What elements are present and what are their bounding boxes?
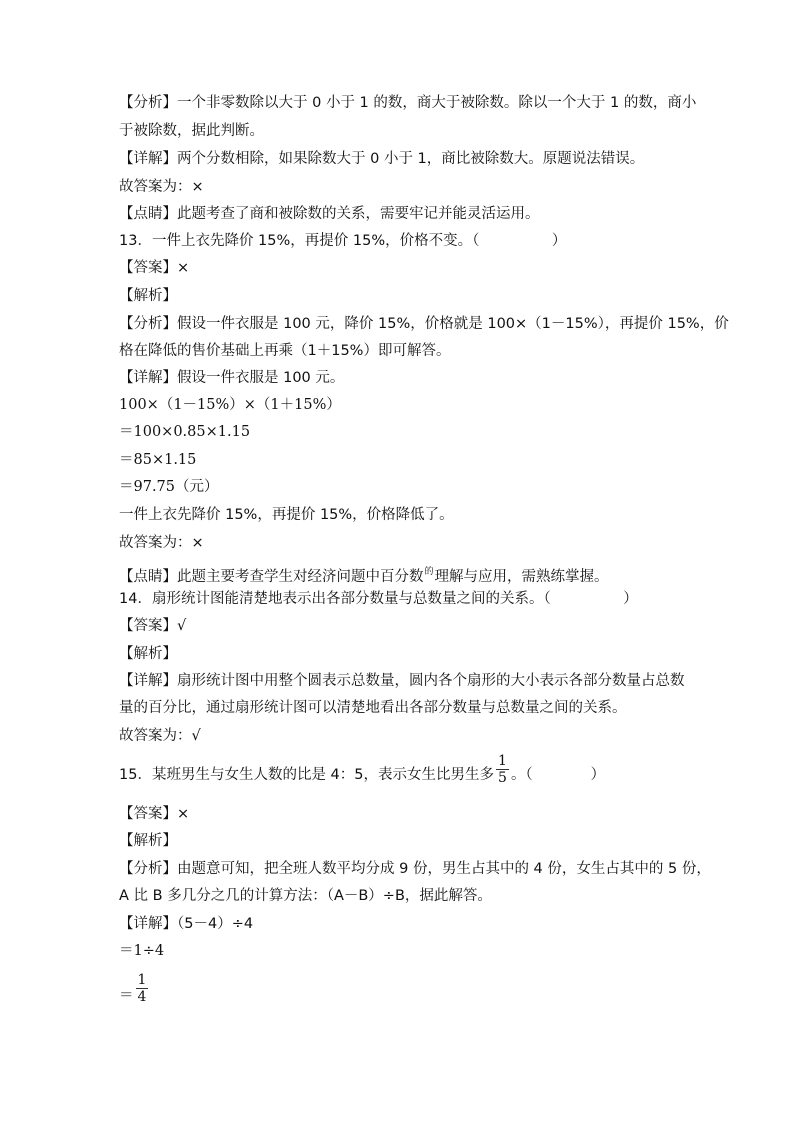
question-15: 15．某班男生与女生人数的比是 4：5，表示女生比男生多 $\frac{1}{5}$ 。（ ） [119,752,606,786]
text-line: ＝1÷4 [119,943,165,959]
text-line: 格在降低的售价基础上再乘（1＋15%）即可解答。 [119,343,451,359]
text-line: 【点睛】此题考查了商和被除数的关系，需要牢记并能灵活运用。 [119,206,540,222]
question-14: 14．扇形统计图能清楚地表示出各部分数量与总数量之间的关系。（ ） [119,591,638,607]
text-line: 【详解】假设一件衣服是 100 元。 [119,370,345,386]
text-line: 量的百分比，通过扇形统计图可以清楚地看出各部分数量与总数量之间的关系。 [119,700,627,716]
text-line: 一件上衣先降价 15%，再提价 15%，价格降低了。 [119,507,454,523]
text-line: 【详解】两个分数相除，如果除数大于 0 小于 1，商比被除数大。原题说法错误。 [119,151,645,167]
text-line: 100×（1－15%）×（1＋15%） [119,397,341,413]
text-line: 故答案为：√ [119,728,201,744]
superscript-mark: 的 [424,567,434,577]
text-line: ＝97.75（元） [119,479,219,495]
text-line: ＝100×0.85×1.15 [119,424,251,440]
fraction: $\frac{1}{4}$ [137,971,147,1005]
text-line: 【分析】一个非零数除以大于 0 小于 1 的数，商大于被除数。除以一个大于 1 的数，商小 [119,95,697,111]
text-line: ＝85×1.15 [119,452,197,468]
text-line: A 比 B 多几分之几的计算方法：（A－B）÷B，据此解答。 [119,888,492,904]
text-line: 【分析】由题意可知，把全班人数平均分成 9 份，男生占其中的 4 份，女生占其中的 5 份， [119,861,711,877]
text-line: 【点睛】此题主要考查学生对经济问题中百分数$^的$理解与应用，需熟练掌握。 [119,567,609,585]
text-line: 【分析】假设一件衣服是 100 元，降价 15%，价格就是 100×（1－15%），再提价 15%，价 [119,316,729,332]
text-line: 【解析】 [119,646,177,662]
final-result: ＝ $\frac{1}{4}$ [119,971,147,1005]
question-13: 13．一件上衣先降价 15%，再提价 15%，价格不变。（ ） [119,233,567,249]
text-line: 【答案】× [119,806,190,822]
text-line: 【详解】（5－4）÷4 [119,916,254,932]
text-line: 故答案为：× [119,535,204,551]
text-line: 【详解】扇形统计图中用整个圆表示总数量，圆内各个扇形的大小表示各部分数量占总数 [119,673,685,689]
text-line: 【答案】√ [119,618,187,634]
text-line: 【解析】 [119,833,177,849]
text-line: 【答案】× [119,260,190,276]
fraction: $\frac{1}{5}$ [498,752,507,786]
text-line: 【解析】 [119,288,177,304]
text-line: 故答案为：× [119,179,204,195]
text-line: 于被除数，据此判断。 [119,123,264,139]
